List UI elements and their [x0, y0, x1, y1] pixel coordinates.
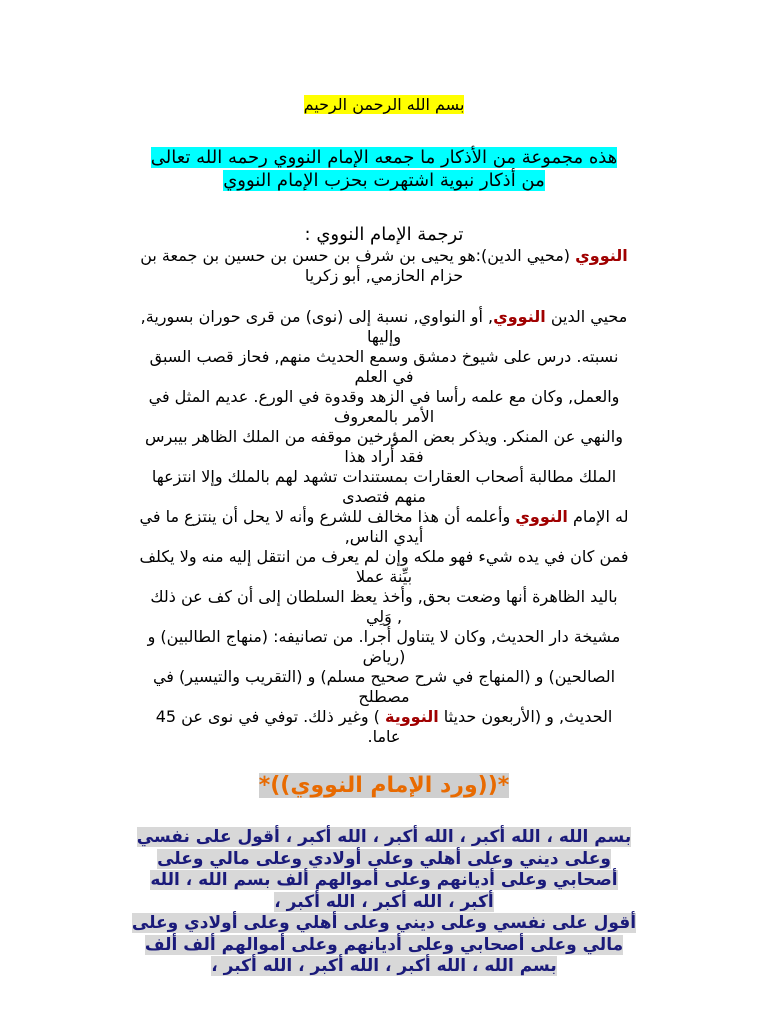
- bio-line-17: باليد الظاهرة أنها وضعت بحق, وأخذ يعظ السلطان إلى أن كف عن ذلك: [150, 587, 618, 606]
- bio-line-10: فقد أراد هذا: [344, 447, 424, 466]
- bio-line-22: مصطلح: [358, 687, 410, 706]
- bio-line-12: منهم فتصدى: [342, 487, 426, 506]
- name-highlight: النووية: [385, 707, 439, 726]
- bio-line-14: أيدي الناس,: [344, 527, 424, 546]
- wird-line-7: بسم الله ، الله أكبر ، الله أكبر ، الله أكبر ،: [211, 956, 557, 976]
- bio-line-20: (رياض: [362, 647, 406, 666]
- basmala-line: [112, 94, 656, 115]
- bio-line-2: حزام الحازمي, أبو زكريا: [304, 266, 464, 285]
- bio-line-24: عاما.: [367, 727, 401, 746]
- wird-line-6: مالي وعلى أصحابي وعلى أديانهم وعلى أموالهم ألف ألف: [144, 934, 624, 955]
- bio-line-4: وإليها: [366, 327, 402, 346]
- bio-line-6: في العلم: [354, 367, 414, 386]
- basmala-text: بسم الله الرحمن الرحيم: [303, 95, 465, 114]
- wird-line-5: أقول على نفسي وعلى ديني وعلى أهلي وعلى أولادي وعلى: [131, 913, 637, 933]
- bio-line-23: الحديث, و (الأربعون حديثا النووية ) وغير ذلك. توفي في نوى عن 45: [155, 707, 613, 726]
- bio-line-5: نسبته. درس على شيوخ دمشق وسمع الحديث منهم, فحاز قصب السبق: [149, 347, 619, 366]
- intro-line-1: هذه مجموعة من الأذكار ما جمعه الإمام النووي رحمه الله تعالى: [150, 147, 618, 168]
- wird-line-2: وعلى ديني وعلى أهلي وعلى أولادي وعلى مالي وعلى: [157, 848, 611, 869]
- name-highlight: النووي: [515, 507, 568, 526]
- bio-line-1: النووي (محيي الدين):هو يحيى بن شرف بن حسن بن حسين بن جمعة بن: [140, 246, 628, 265]
- wird-heading: [112, 771, 656, 801]
- bio-line-3: محيي الدين النووي, أو النواوي, نسبة إلى (نوى) من قرى حوران بسورية,: [140, 307, 628, 326]
- bio-line-9: والنهي عن المنكر. ويذكر بعض المؤرخين موقفه من الملك الظاهر بيبرس: [145, 427, 623, 446]
- name-highlight: النووي: [575, 246, 628, 265]
- bio-line-18: , وَلِي: [365, 607, 403, 626]
- bio-line-8: الأمر بالمعروف: [333, 407, 435, 426]
- bio-line-16: بيِّنة عملا: [355, 567, 413, 586]
- wird-paragraph: [112, 827, 656, 978]
- wird-line-1: بسم الله ، الله أكبر ، الله أكبر ، الله أكبر ، أقول على نفسي: [136, 827, 632, 847]
- name-highlight: النووي: [493, 307, 546, 326]
- wird-line-4: أكبر ، الله أكبر ، الله أكبر ،: [274, 891, 494, 912]
- bio-section: [112, 246, 656, 747]
- document-page: [112, 90, 656, 978]
- bio-line-11: الملك مطالبة أصحاب العقارات بمستندات تشهد لهم بالملك وإلا انتزعها: [151, 467, 617, 486]
- intro-line-2: من أذكار نبوية اشتهرت بحزب الإمام النووي: [223, 170, 545, 191]
- bio-line-19: مشيخة دار الحديث, وكان لا يتناول أجرا. من تصانيفه: (منهاج الطالبين) و: [147, 627, 621, 646]
- wird-line-3: أصحابي وعلى أديانهم وعلى أموالهم ألف بسم الله ، الله: [150, 870, 618, 890]
- bio-heading: ترجمة الإمام النووي :: [304, 224, 464, 245]
- wird-heading-text: *((ورد الإمام النووي))*: [258, 773, 510, 798]
- bio-line-21: الصالحين) و (المنهاج في شرح صحيح مسلم) و (التقريب والتيسير) في: [152, 667, 616, 686]
- bio-line-7: والعمل, وكان مع علمه رأسا في الزهد وقدوة في الورع. عديم المثل في: [148, 387, 620, 406]
- bio-line-13: له الإمام النووي وأعلمه أن هذا مخالف للشرع وأنه لا يحل أن ينتزع ما في: [139, 507, 629, 526]
- bio-line-15: فمن كان في يده شيء فهو ملكه وإن لم يعرف من انتقل إليه منه ولا يكلف: [139, 547, 629, 566]
- intro-paragraph: [112, 146, 656, 192]
